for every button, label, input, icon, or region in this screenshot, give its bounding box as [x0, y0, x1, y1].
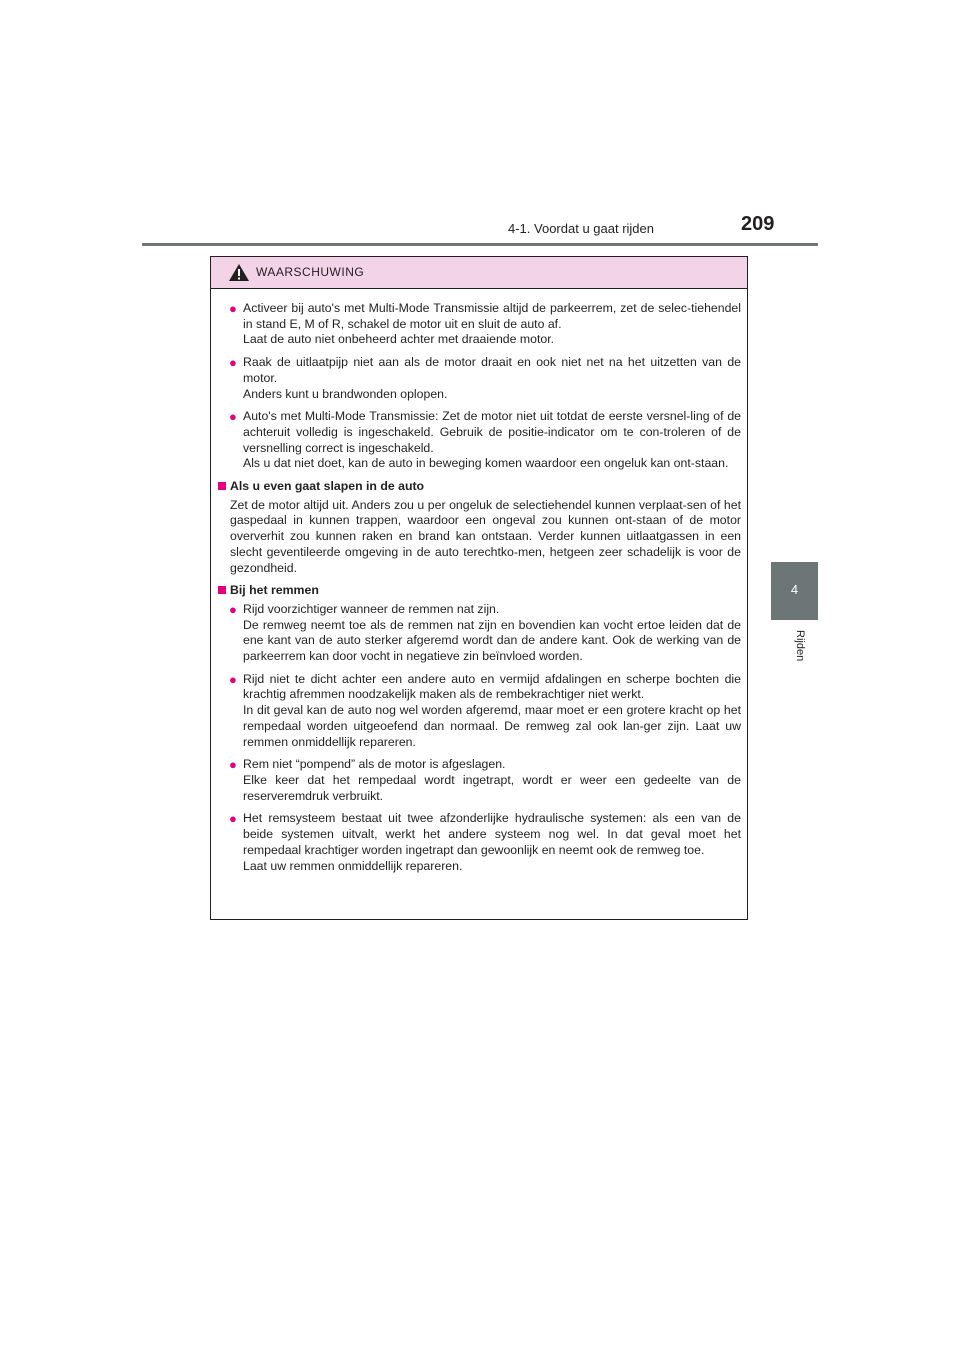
bullet-dot-icon: ● — [229, 757, 237, 773]
warning-box — [210, 256, 748, 920]
brake-bullet — [215, 811, 741, 874]
warning-bullet — [215, 409, 741, 472]
warning-bullet — [215, 301, 741, 348]
header-rule — [142, 243, 818, 246]
bullet-dot-icon: ● — [229, 811, 237, 827]
warning-body — [211, 289, 747, 874]
bullet-text: De remweg neemt toe als de remmen nat zijn en bovendien kan vocht ertoe leiden dat de ene kant van de auto sterker afgeremd wordt dan de andere kant. Ook de werking van de parkeerrem kan door vocht in negatieve zin beïnvloed worden. — [243, 617, 741, 664]
page-number: 209 — [741, 213, 775, 235]
bullet-text: Rijd niet te dicht achter een andere auto en vermijd afdalingen en scherpe bochten die krachtig afremmen noodzakelijk maken als de rembekrachtiger niet werkt. — [243, 671, 741, 702]
bullet-dot-icon: ● — [229, 601, 237, 617]
bullet-text: Rijd voorzichtiger wanneer de remmen nat zijn. — [243, 601, 500, 616]
bullet-dot-icon: ● — [229, 671, 237, 687]
bullet-text: Raak de uitlaatpijp niet aan als de motor draait en ook niet net na het uitzetten van de motor. — [243, 355, 741, 385]
brake-bullet — [215, 602, 741, 665]
bullet-dot-icon: ● — [229, 409, 237, 425]
chapter-number: 4 — [790, 582, 799, 597]
bullet-text: Elke keer dat het rempedaal wordt ingetrapt, wordt er weer een gedeelte van de reserveremdruk verbruikt. — [243, 772, 741, 803]
bullet-text: Laat de auto niet onbeheerd achter met draaiende motor. — [243, 332, 555, 347]
sleep-paragraph: Zet de motor altijd uit. Anders zou u per ongeluk de selectiehendel kunnen verplaat-sen of het gaspedaal in kunnen trappen, waardoor een ongeval zou kunnen ont-staan of de motor oververhit zou kunnen raken en brand kan ontstaan. Verder kunnen uitlaatgassen in een slecht geventileerde omgeving in de auto terechtko-men, hetgeen zeer schadelijk is voor de gezondheid. — [230, 497, 741, 575]
section-title: 4-1. Voordat u gaat rijden — [508, 221, 654, 236]
bullet-dot-icon: ● — [229, 355, 237, 371]
sleep-heading — [215, 479, 741, 495]
brake-heading-text: Bij het remmen — [230, 583, 319, 598]
warning-bullet — [215, 355, 741, 402]
bullet-text: Rem niet “pompend” als de motor is afgeslagen. — [243, 757, 506, 772]
bullet-text: Het remsysteem bestaat uit twee afzonderlijke hydraulische systemen: als een van de beide systemen uitvalt, werkt het andere systeem nog wel. In dat geval moet het rempedaal krachtiger worden ingetrapt dan gewoonlijk en neemt ook de remweg toe. — [243, 811, 741, 857]
bullet-dot-icon: ● — [229, 301, 237, 316]
chapter-label: Rijden — [794, 630, 806, 662]
warning-triangle-icon — [228, 263, 250, 282]
brake-bullet — [215, 672, 741, 751]
square-bullet-icon — [218, 482, 226, 490]
warning-title: WAARSCHUWING — [256, 265, 365, 279]
chapter-tab — [771, 562, 818, 620]
bullet-text: Activeer bij auto's met Multi-Mode Transmissie altijd de parkeerrem, zet de selec-tiehendel in stand E, M of R, schakel de motor uit en sluit de auto af. — [243, 301, 741, 331]
bullet-text: Als u dat niet doet, kan de auto in beweging komen waardoor een ongeluk kan ont-staan. — [243, 456, 729, 471]
bullet-text: Laat uw remmen onmiddellijk repareren. — [243, 858, 463, 873]
sleep-heading-text: Als u even gaat slapen in de auto — [230, 479, 425, 494]
brake-bullet — [215, 757, 741, 804]
bullet-text: Auto's met Multi-Mode Transmissie: Zet de motor niet uit totdat de eerste versnel-ling of de achteruit volledig is ingeschakeld. Gebruik de positie-indicator om te con-troleren of de versnelling correct is ingeschakeld. — [243, 409, 741, 455]
warning-header — [211, 257, 747, 289]
brake-heading — [215, 583, 741, 599]
bullet-text: Anders kunt u brandwonden oplopen. — [243, 386, 448, 401]
square-bullet-icon — [218, 586, 226, 594]
bullet-text: In dit geval kan de auto nog wel worden afgeremd, maar moet er een grotere kracht op het rempedaal worden uitgeoefend dan normaal. De remweg zal ook lan-ger zijn. Laat uw remmen onmiddellijk repareren. — [243, 703, 741, 749]
